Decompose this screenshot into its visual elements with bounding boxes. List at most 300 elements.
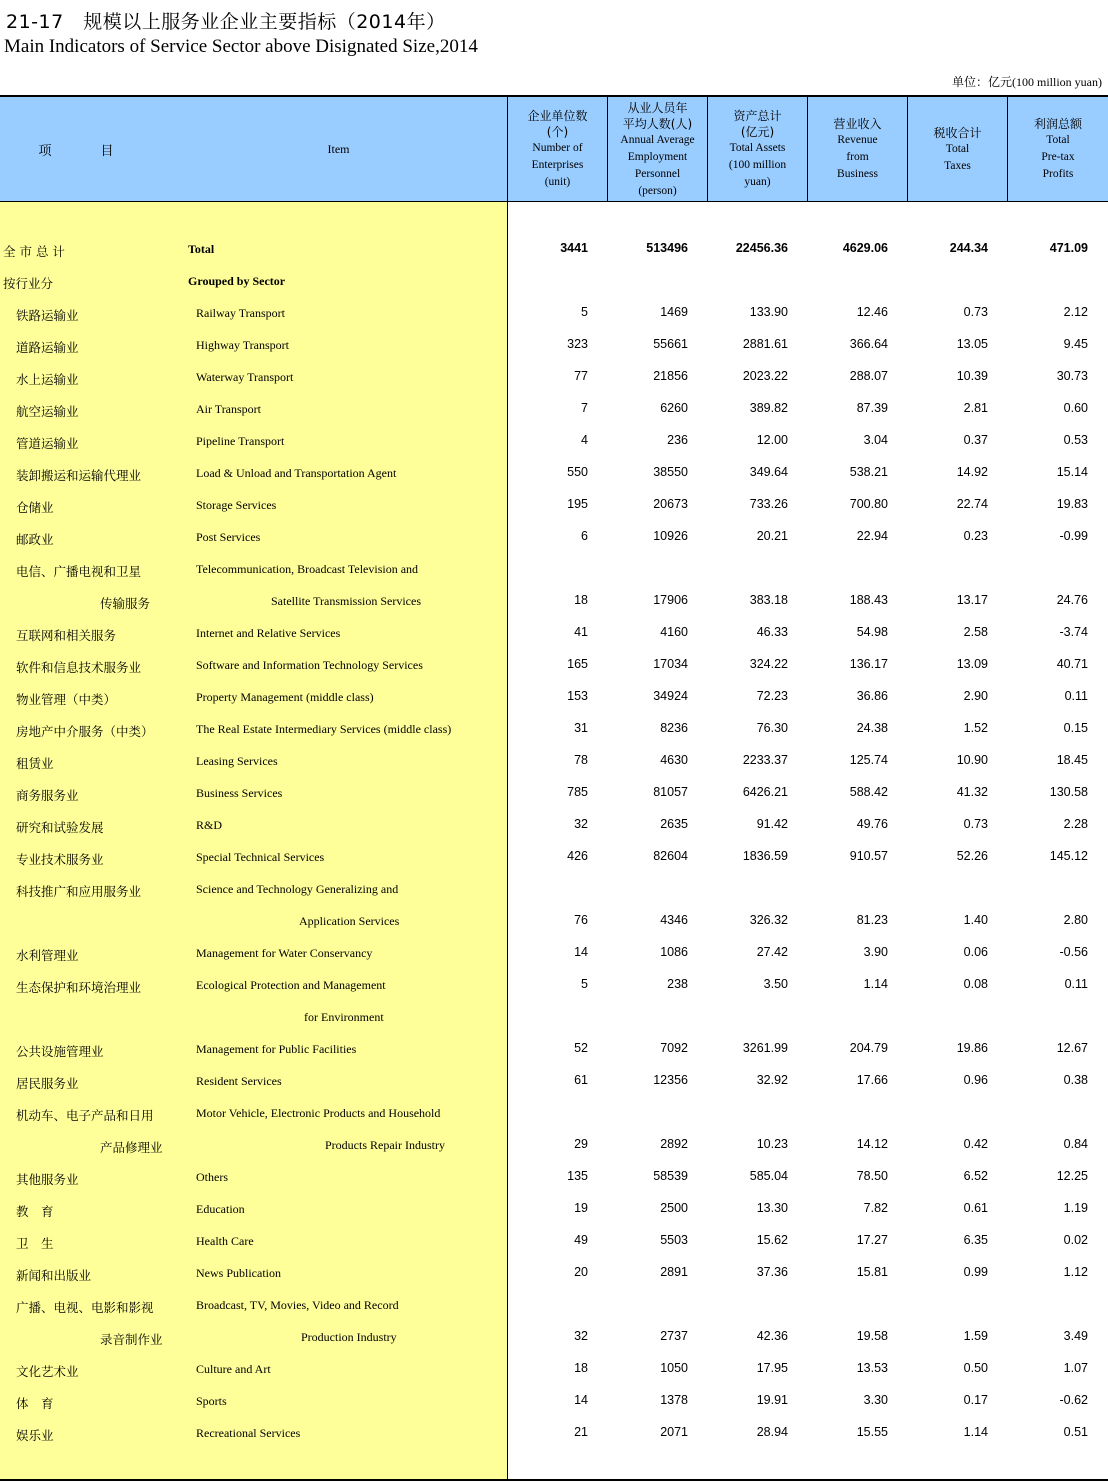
cell-value-col5: 244.34 <box>949 241 988 255</box>
table-row <box>0 714 1108 746</box>
table-row <box>0 234 1108 266</box>
cell-value-col5: 0.99 <box>963 1265 988 1279</box>
cell-value-col6: 0.60 <box>1063 401 1088 415</box>
cell-value-col4: 19.58 <box>856 1329 888 1343</box>
cell-value-col4: 188.43 <box>849 593 888 607</box>
table-row <box>0 330 1108 362</box>
cell-value-col6: 1.19 <box>1063 1201 1088 1215</box>
cell-value-col5: 0.37 <box>963 433 988 447</box>
cell-value-col5: 10.90 <box>956 753 988 767</box>
cell-value-col5: 1.14 <box>963 1425 988 1439</box>
cell-value-col1: 52 <box>574 1041 588 1055</box>
row-label-en: Total <box>188 242 215 256</box>
cell-value-col5: 1.52 <box>963 721 988 735</box>
cell-value-col2: 10926 <box>653 529 688 543</box>
header-column-3 <box>707 97 807 202</box>
cell-value-col2: 2500 <box>660 1201 688 1215</box>
cell-value-col6: 2.80 <box>1063 913 1088 927</box>
cell-value-col2: 8236 <box>660 721 688 735</box>
cell-value-col1: 426 <box>567 849 588 863</box>
table-row <box>0 1258 1108 1290</box>
cell-value-col6: 9.45 <box>1063 337 1088 351</box>
cell-value-col5: 2.90 <box>963 689 988 703</box>
cell-value-col5: 0.61 <box>963 1201 988 1215</box>
row-label-en: Management for Water Conservancy <box>196 946 373 960</box>
cell-value-col3: 733.26 <box>749 497 788 511</box>
cell-value-col2: 2891 <box>660 1265 688 1279</box>
cell-value-col5: 0.50 <box>963 1361 988 1375</box>
cell-value-col2: 4630 <box>660 753 688 767</box>
row-label-cn: 道路运输业 <box>16 340 79 355</box>
row-label-en: Satellite Transmission Services <box>271 594 421 608</box>
cell-value-col3: 6426.21 <box>742 785 788 799</box>
cell-value-col4: 910.57 <box>849 849 888 863</box>
row-label-en: Science and Technology Generalizing and <box>196 882 399 896</box>
row-label-cn: 其他服务业 <box>16 1172 79 1187</box>
table-row <box>0 1162 1108 1194</box>
row-label-cn: 公共设施管理业 <box>16 1044 104 1059</box>
cell-value-col4: 7.82 <box>863 1201 888 1215</box>
cell-value-col3: 2881.61 <box>742 337 788 351</box>
cell-value-col4: 4629.06 <box>842 241 888 255</box>
cell-value-col3: 13.30 <box>756 1201 788 1215</box>
cell-value-col2: 2635 <box>660 817 688 831</box>
cell-value-col2: 82604 <box>653 849 688 863</box>
table-header <box>0 95 1108 202</box>
cell-value-col6: 0.15 <box>1063 721 1088 735</box>
header-en-line: Profits <box>1042 168 1074 180</box>
row-label-en: Health Care <box>196 1234 254 1248</box>
header-column-4-text <box>833 116 881 183</box>
cell-value-col2: 238 <box>667 977 688 991</box>
cell-value-col3: 383.18 <box>749 593 788 607</box>
header-column-2-text <box>620 100 694 200</box>
header-column-4 <box>807 97 907 202</box>
cell-value-col4: 15.81 <box>856 1265 888 1279</box>
cell-value-col5: 0.42 <box>963 1137 988 1151</box>
header-en-line: yuan) <box>744 176 771 188</box>
cell-value-col2: 1469 <box>660 305 688 319</box>
header-en-line: Pre-tax <box>1041 151 1075 163</box>
cell-value-col3: 27.42 <box>756 945 788 959</box>
table-row <box>0 746 1108 778</box>
row-label-en: Internet and Relative Services <box>196 626 341 640</box>
header-en-line: Total <box>1046 134 1070 146</box>
cell-value-col6: 0.53 <box>1063 433 1088 447</box>
cell-value-col2: 236 <box>667 433 688 447</box>
table-row <box>0 1002 1108 1034</box>
cell-value-col1: 165 <box>567 657 588 671</box>
cell-value-col4: 588.42 <box>849 785 888 799</box>
header-en-line: Annual Average <box>620 133 695 146</box>
row-label-cn: 卫 生 <box>16 1236 54 1251</box>
header-cn-line: (个) <box>546 125 569 139</box>
cell-value-col4: 36.86 <box>856 689 888 703</box>
cell-value-col1: 21 <box>574 1425 588 1439</box>
header-en-line: Total Assets <box>729 142 786 154</box>
table-row <box>0 394 1108 426</box>
row-label-cn: 邮政业 <box>16 532 54 547</box>
cell-value-col1: 49 <box>574 1233 588 1247</box>
cell-value-col5: 13.09 <box>956 657 988 671</box>
row-label-cn: 教 育 <box>16 1204 54 1219</box>
row-label-cn: 互联网和相关服务 <box>16 628 117 643</box>
cell-value-col2: 17906 <box>653 593 688 607</box>
row-label-en: Storage Services <box>196 498 277 512</box>
row-label-en: Special Technical Services <box>196 850 325 864</box>
cell-value-col3: 19.91 <box>756 1393 788 1407</box>
unit-note-cn: 单位：亿元 <box>951 75 1012 89</box>
row-label-en: Resident Services <box>196 1074 282 1088</box>
cell-value-col4: 366.64 <box>849 337 888 351</box>
cell-value-col5: 13.05 <box>956 337 988 351</box>
cell-value-col6: 130.58 <box>1049 785 1088 799</box>
row-label-cn: 水上运输业 <box>16 372 79 387</box>
cell-value-col5: 13.17 <box>956 593 988 607</box>
table-row <box>0 938 1108 970</box>
cell-value-col2: 1086 <box>660 945 688 959</box>
row-label-en: Load & Unload and Transportation Agent <box>196 466 397 480</box>
row-label-en: Railway Transport <box>196 306 286 320</box>
header-cn-line: 平均人数(人) <box>622 116 693 131</box>
table-row <box>0 842 1108 874</box>
cell-value-col3: 3261.99 <box>742 1041 788 1055</box>
cell-value-col4: 24.38 <box>856 721 888 735</box>
cell-value-col2: 4346 <box>660 913 688 927</box>
cell-value-col4: 700.80 <box>849 497 888 511</box>
header-column-1-text <box>527 108 587 191</box>
table-row <box>0 490 1108 522</box>
cell-value-col3: 2233.37 <box>742 753 788 767</box>
unit-note-en: (100 million yuan) <box>1012 75 1102 89</box>
header-en-line: Taxes <box>944 159 971 172</box>
header-en-line: Employment <box>627 150 688 163</box>
header-column-1 <box>507 97 607 202</box>
row-label-en: Leasing Services <box>196 754 278 768</box>
cell-value-col1: 18 <box>574 1361 588 1375</box>
table-row <box>0 1322 1108 1354</box>
cell-value-col4: 22.94 <box>856 529 888 543</box>
cell-value-col4: 15.55 <box>856 1425 888 1439</box>
cell-value-col4: 1.14 <box>863 977 888 991</box>
cell-value-col5: 1.59 <box>963 1329 988 1343</box>
cell-value-col6: 0.02 <box>1063 1233 1088 1247</box>
table-row <box>0 650 1108 682</box>
row-label-cn: 广播、电视、电影和影视 <box>16 1300 154 1315</box>
table-row <box>0 1418 1108 1450</box>
header-cn-line: 从业人员年 <box>627 100 688 115</box>
table-row <box>0 586 1108 618</box>
header-column-5 <box>907 97 1007 202</box>
row-label-en: Post Services <box>196 530 261 544</box>
row-label-en: for Environment <box>304 1010 384 1024</box>
row-label-en: News Publication <box>196 1266 281 1280</box>
unit-note <box>952 73 1102 90</box>
cell-value-col3: 20.21 <box>756 529 788 543</box>
cell-value-col4: 54.98 <box>856 625 888 639</box>
cell-value-col2: 1378 <box>660 1393 688 1407</box>
cell-value-col1: 7 <box>581 401 588 415</box>
table-row <box>0 1034 1108 1066</box>
cell-value-col4: 136.17 <box>849 657 888 671</box>
cell-value-col3: 76.30 <box>756 721 788 735</box>
header-en-line: (person) <box>638 184 677 197</box>
row-label-cn: 铁路运输业 <box>16 308 79 323</box>
row-label-cn: 传输服务 <box>100 596 151 611</box>
cell-value-col1: 29 <box>574 1137 588 1151</box>
row-label-cn: 管道运输业 <box>16 436 79 451</box>
row-label-en: Motor Vehicle, Electronic Products and Household <box>196 1106 441 1120</box>
table-row <box>0 1098 1108 1130</box>
row-label-en: Products Repair Industry <box>325 1138 445 1152</box>
cell-value-col2: 1050 <box>660 1361 688 1375</box>
cell-value-col4: 87.39 <box>856 401 888 415</box>
cell-value-col1: 5 <box>581 977 588 991</box>
header-en-line: Enterprises <box>531 159 584 171</box>
cell-value-col6: 18.45 <box>1056 753 1088 767</box>
cell-value-col3: 32.92 <box>756 1073 788 1087</box>
cell-value-col6: 0.51 <box>1063 1425 1088 1439</box>
cell-value-col3: 326.32 <box>749 913 788 927</box>
cell-value-col6: 40.71 <box>1056 657 1088 671</box>
table-row <box>0 810 1108 842</box>
row-label-cn: 装卸搬运和运输代理业 <box>16 468 142 483</box>
cell-value-col5: 0.96 <box>963 1073 988 1087</box>
table-row <box>0 1130 1108 1162</box>
row-label-cn: 产品修理业 <box>100 1140 163 1155</box>
cell-value-col2: 2737 <box>660 1329 688 1343</box>
row-label-cn: 软件和信息技术服务业 <box>16 660 142 675</box>
cell-value-col2: 7092 <box>660 1041 688 1055</box>
cell-value-col5: 14.92 <box>956 465 988 479</box>
row-label-cn: 居民服务业 <box>16 1076 79 1091</box>
cell-value-col6: 24.76 <box>1056 593 1088 607</box>
row-label-en: Broadcast, TV, Movies, Video and Record <box>196 1298 399 1312</box>
row-label-en: Management for Public Facilities <box>196 1042 357 1056</box>
row-label-cn: 录音制作业 <box>100 1332 163 1347</box>
cell-value-col3: 3.50 <box>763 977 788 991</box>
cell-value-col5: 0.17 <box>963 1393 988 1407</box>
row-label-en: Waterway Transport <box>196 370 294 384</box>
cell-value-col5: 0.23 <box>963 529 988 543</box>
table-title-chinese: 21-17 规模以上服务业企业主要指标（2014年） <box>6 11 446 33</box>
header-item-cn-cell <box>0 97 170 202</box>
cell-value-col6: 471.09 <box>1049 241 1088 255</box>
cell-value-col4: 78.50 <box>856 1169 888 1183</box>
cell-value-col5: 22.74 <box>956 497 988 511</box>
cell-value-col3: 15.62 <box>756 1233 788 1247</box>
cell-value-col1: 14 <box>574 1393 588 1407</box>
cell-value-col5: 6.52 <box>963 1169 988 1183</box>
header-en-line: Personnel <box>634 167 681 180</box>
row-label-cn: 新闻和出版业 <box>16 1268 92 1283</box>
cell-value-col5: 0.73 <box>963 817 988 831</box>
cell-value-col2: 17034 <box>653 657 688 671</box>
row-label-en: Telecommunication, Broadcast Television and <box>196 562 419 576</box>
table-row <box>0 906 1108 938</box>
cell-value-col1: 41 <box>574 625 588 639</box>
table-row <box>0 298 1108 330</box>
table-row <box>0 682 1108 714</box>
cell-value-col4: 3.30 <box>863 1393 888 1407</box>
cell-value-col6: 12.67 <box>1056 1041 1088 1055</box>
header-cn-line: 利润总额 <box>1033 117 1082 131</box>
cell-value-col1: 32 <box>574 817 588 831</box>
header-en-line: Total <box>945 142 970 155</box>
row-label-en: Grouped by Sector <box>188 274 286 288</box>
row-label-cn: 租赁业 <box>16 756 54 771</box>
table-row <box>0 554 1108 586</box>
cell-value-col3: 42.36 <box>756 1329 788 1343</box>
row-label-cn: 体 育 <box>16 1396 54 1411</box>
cell-value-col6: 0.84 <box>1063 1137 1088 1151</box>
cell-value-col1: 6 <box>581 529 588 543</box>
header-en-line: (unit) <box>544 176 571 188</box>
cell-value-col3: 22456.36 <box>735 241 788 255</box>
cell-value-col2: 58539 <box>653 1169 688 1183</box>
cell-value-col5: 0.08 <box>963 977 988 991</box>
cell-value-col6: 1.07 <box>1063 1361 1088 1375</box>
header-column-6 <box>1007 97 1108 202</box>
row-label-cn: 水利管理业 <box>16 948 79 963</box>
cell-value-col1: 19 <box>574 1201 588 1215</box>
cell-value-col2: 2892 <box>660 1137 688 1151</box>
cell-value-col1: 76 <box>574 913 588 927</box>
cell-value-col3: 389.82 <box>749 401 788 415</box>
header-en-line: Business <box>837 168 878 180</box>
cell-value-col2: 38550 <box>653 465 688 479</box>
row-label-cn: 研究和试验发展 <box>16 820 104 835</box>
row-label-en: Software and Information Technology Services <box>196 658 423 672</box>
row-label-en: Others <box>196 1170 228 1184</box>
header-cn-line: (亿元) <box>740 125 775 139</box>
cell-value-col1: 61 <box>574 1073 588 1087</box>
cell-value-col6: 30.73 <box>1056 369 1088 383</box>
row-label-en: Ecological Protection and Management <box>196 978 386 992</box>
cell-value-col6: 0.38 <box>1063 1073 1088 1087</box>
cell-value-col4: 13.53 <box>856 1361 888 1375</box>
cell-value-col1: 78 <box>574 753 588 767</box>
cell-value-col3: 1836.59 <box>742 849 788 863</box>
row-label-cn: 房地产中介服务（中类） <box>16 724 154 739</box>
table-title-english: Main Indicators of Service Sector above Disignated Size,2014 <box>4 36 478 57</box>
cell-value-col1: 18 <box>574 593 588 607</box>
cell-value-col2: 55661 <box>653 337 688 351</box>
cell-value-col2: 81057 <box>653 785 688 799</box>
cell-value-col4: 12.46 <box>856 305 888 319</box>
cell-value-col1: 20 <box>574 1265 588 1279</box>
row-label-en: Air Transport <box>196 402 262 416</box>
row-label-cn: 文化艺术业 <box>16 1364 79 1379</box>
row-label-cn: 生态保护和环境治理业 <box>16 980 142 995</box>
row-label-en: The Real Estate Intermediary Services (middle class) <box>196 722 452 736</box>
cell-value-col6: -3.74 <box>1059 625 1088 639</box>
cell-value-col4: 17.27 <box>856 1233 888 1247</box>
header-en-line: Number of <box>532 142 583 154</box>
header-item-cn: 项 目 <box>38 144 132 159</box>
table-bottom-rule <box>0 1479 1108 1481</box>
cell-value-col1: 31 <box>574 721 588 735</box>
cell-value-col3: 2023.22 <box>742 369 788 383</box>
header-en-line: from <box>846 151 869 163</box>
cell-value-col6: 2.28 <box>1063 817 1088 831</box>
row-label-cn: 仓储业 <box>16 500 54 515</box>
cell-value-col5: 19.86 <box>956 1041 988 1055</box>
cell-value-col5: 0.06 <box>963 945 988 959</box>
cell-value-col1: 14 <box>574 945 588 959</box>
cell-value-col4: 14.12 <box>856 1137 888 1151</box>
cell-value-col2: 513496 <box>646 241 688 255</box>
cell-value-col4: 125.74 <box>849 753 888 767</box>
cell-value-col6: 1.12 <box>1063 1265 1088 1279</box>
header-en-line: Revenue <box>837 134 878 146</box>
table-row <box>0 778 1108 810</box>
row-label-cn: 物业管理（中类） <box>16 692 117 707</box>
header-cn-line: 营业收入 <box>833 117 882 131</box>
cell-value-col6: 19.83 <box>1056 497 1088 511</box>
cell-value-col4: 538.21 <box>849 465 888 479</box>
row-label-cn: 全 市 总 计 <box>3 244 65 259</box>
header-item-en: Item <box>327 142 350 156</box>
header-cn-line: 资产总计 <box>733 109 782 123</box>
cell-value-col1: 550 <box>567 465 588 479</box>
row-label-en: R&D <box>196 818 223 832</box>
cell-value-col6: -0.99 <box>1059 529 1088 543</box>
cell-value-col5: 52.26 <box>956 849 988 863</box>
row-label-en: Sports <box>196 1394 227 1408</box>
row-label-en: Pipeline Transport <box>196 434 285 448</box>
cell-value-col5: 2.58 <box>963 625 988 639</box>
cell-value-col6: -0.56 <box>1059 945 1088 959</box>
row-label-cn: 电信、广播电视和卫星 <box>16 564 142 579</box>
cell-value-col3: 72.23 <box>756 689 788 703</box>
cell-value-col3: 17.95 <box>756 1361 788 1375</box>
cell-value-col2: 21856 <box>653 369 688 383</box>
cell-value-col5: 10.39 <box>956 369 988 383</box>
cell-value-col6: 2.12 <box>1063 305 1088 319</box>
row-label-cn: 按行业分 <box>3 276 54 291</box>
cell-value-col4: 17.66 <box>856 1073 888 1087</box>
cell-value-col1: 32 <box>574 1329 588 1343</box>
cell-value-col6: 145.12 <box>1049 849 1088 863</box>
row-label-en: Highway Transport <box>196 338 290 352</box>
cell-value-col1: 785 <box>567 785 588 799</box>
row-label-en: Property Management (middle class) <box>196 690 374 704</box>
cell-value-col5: 6.35 <box>963 1233 988 1247</box>
cell-value-col4: 288.07 <box>849 369 888 383</box>
cell-value-col1: 323 <box>567 337 588 351</box>
header-cn-line: 企业单位数 <box>527 109 588 123</box>
cell-value-col3: 37.36 <box>756 1265 788 1279</box>
cell-value-col1: 195 <box>567 497 588 511</box>
cell-value-col3: 324.22 <box>749 657 788 671</box>
table-row <box>0 522 1108 554</box>
cell-value-col6: 0.11 <box>1064 977 1088 991</box>
cell-value-col3: 12.00 <box>756 433 788 447</box>
cell-value-col6: 3.49 <box>1063 1329 1088 1343</box>
cell-value-col3: 133.90 <box>749 305 788 319</box>
cell-value-col3: 91.42 <box>756 817 788 831</box>
cell-value-col2: 6260 <box>660 401 688 415</box>
cell-value-col6: 0.11 <box>1064 689 1088 703</box>
cell-value-col4: 3.90 <box>863 945 888 959</box>
cell-value-col1: 135 <box>567 1169 588 1183</box>
cell-value-col2: 34924 <box>653 689 688 703</box>
row-label-cn: 航空运输业 <box>16 404 79 419</box>
cell-value-col3: 46.33 <box>756 625 788 639</box>
cell-value-col1: 4 <box>581 433 588 447</box>
cell-value-col4: 3.04 <box>863 433 888 447</box>
